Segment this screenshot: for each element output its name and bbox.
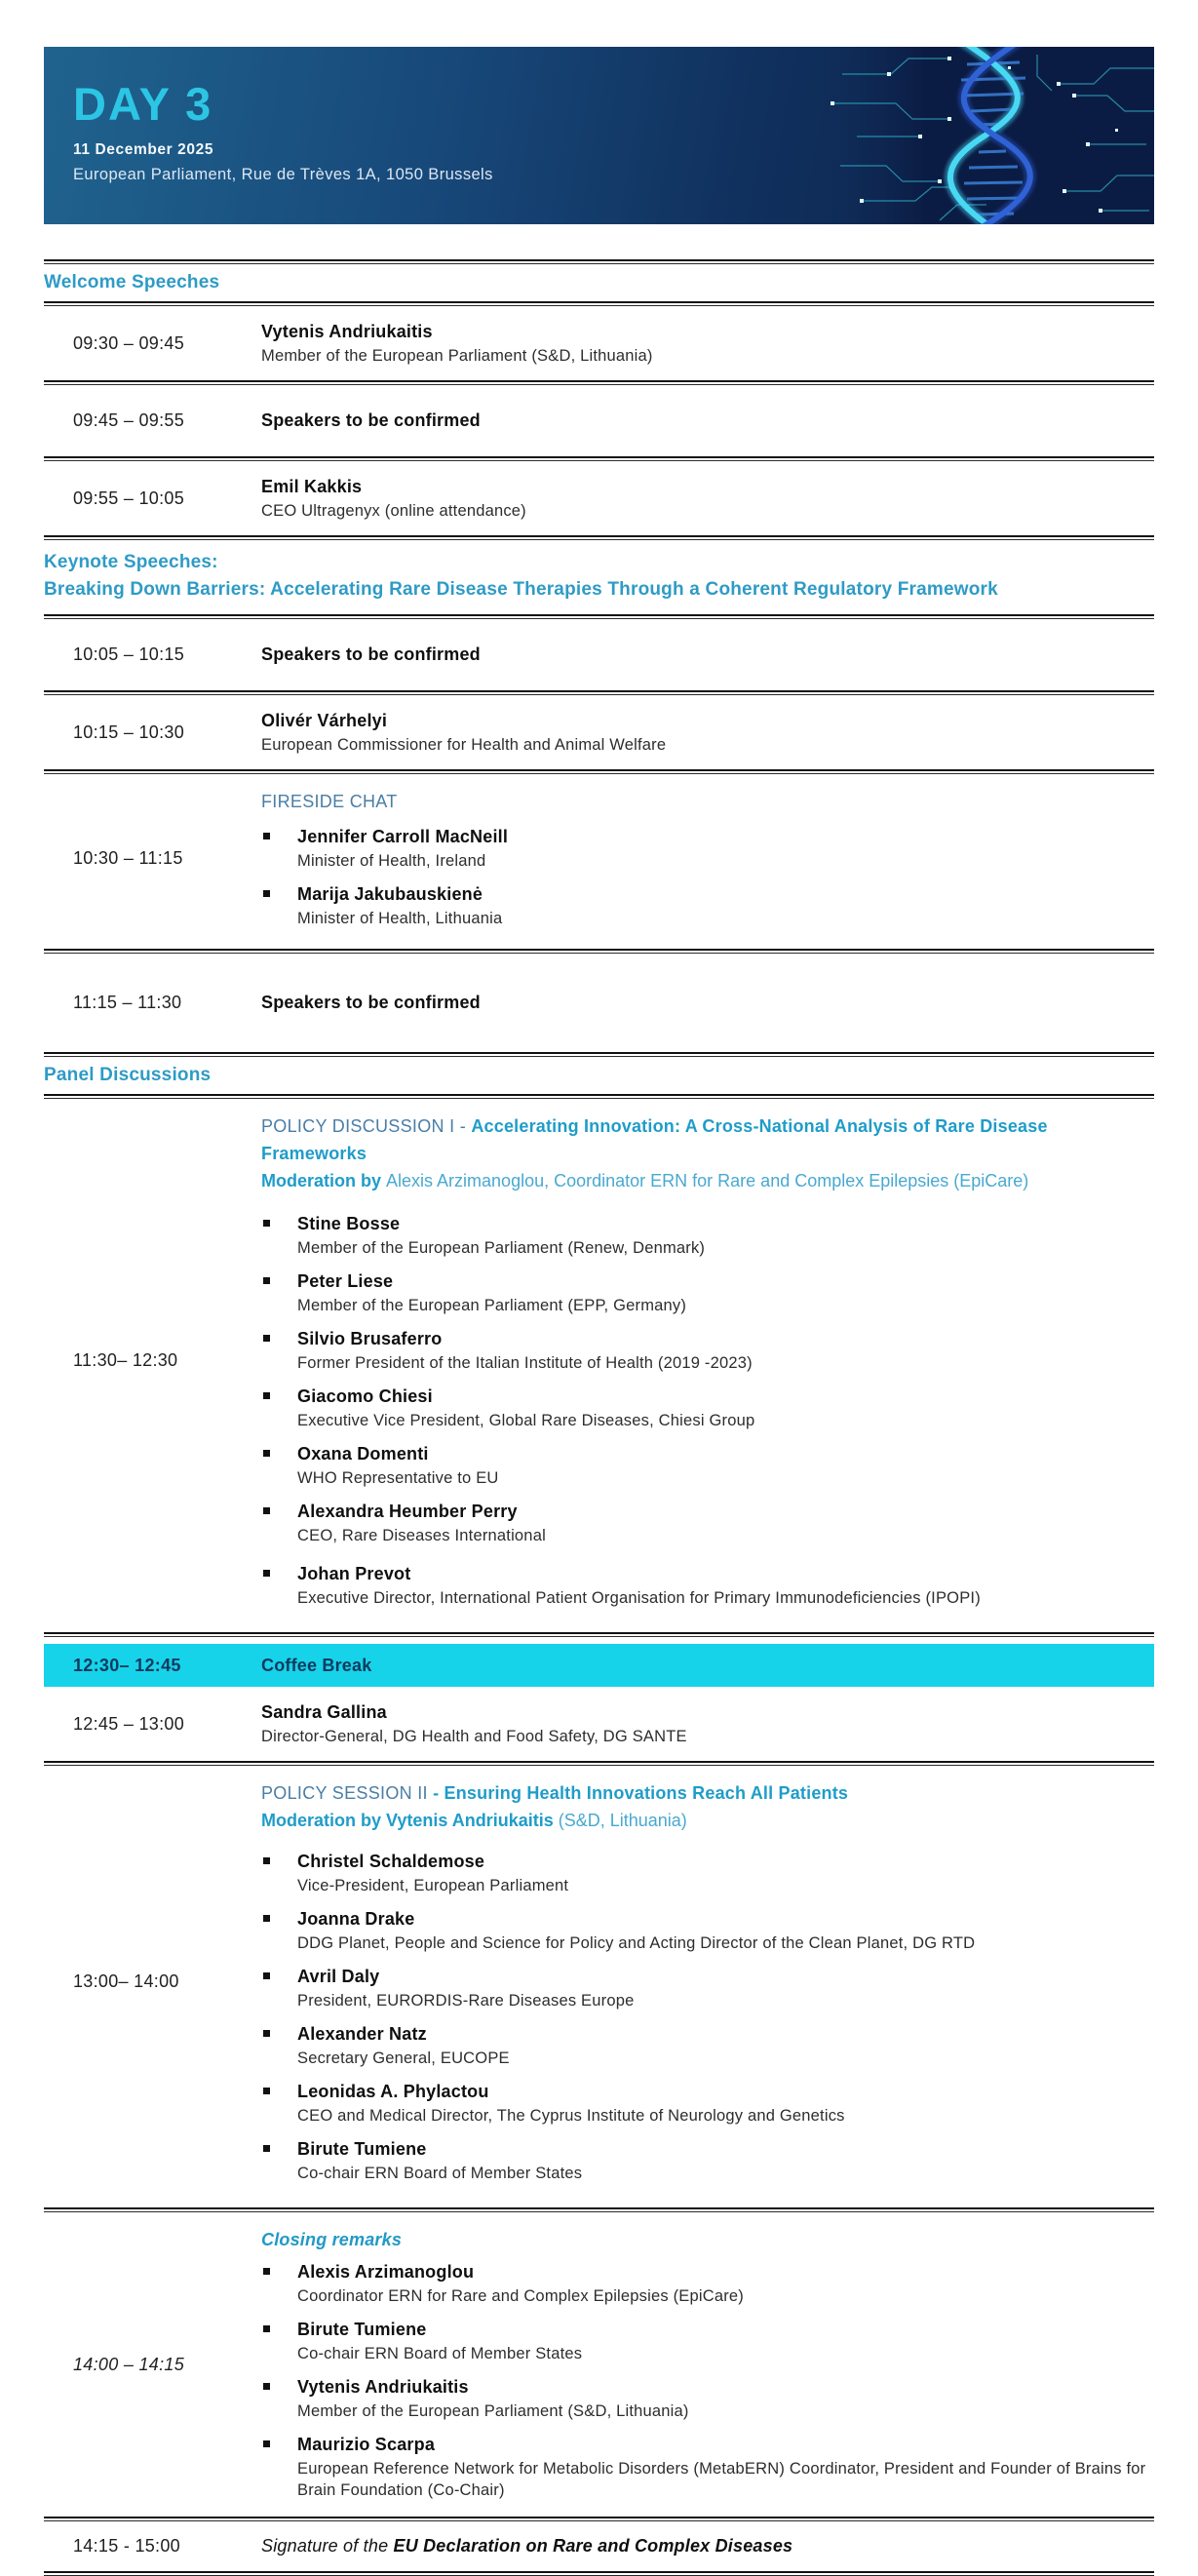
bullet-square-icon	[263, 2440, 270, 2447]
time-cell: 10:15 – 10:30	[73, 722, 185, 742]
speaker-role: CEO and Medical Director, The Cyprus Institute of Neurology and Genetics	[297, 2107, 845, 2125]
agenda-row	[44, 2212, 1154, 2517]
list-item	[261, 1500, 1146, 1546]
time-cell: 11:30– 12:30	[73, 1350, 178, 1370]
time-cell: 12:30– 12:45	[73, 1655, 181, 1675]
speaker-name: Giacomo Chiesi	[297, 1386, 433, 1406]
speaker-role: European Commissioner for Health and Animal Welfare	[261, 736, 667, 754]
speaker-role: Coordinator ERN for Rare and Complex Epilepsies (EpiCare)	[297, 2287, 745, 2305]
speaker-name: Olivér Várhelyi	[261, 711, 388, 730]
speaker-name: Maurizio Scarpa	[297, 2435, 436, 2454]
speaker-name: Alexandra Heumber Perry	[297, 1502, 518, 1521]
time-cell: 11:15 – 11:30	[73, 993, 182, 1012]
speaker-role: Former President of the Italian Institute of Health (2019 -2023)	[297, 1354, 753, 1372]
speaker-role: WHO Representative to EU	[297, 1469, 499, 1487]
agenda-row	[44, 2521, 1154, 2571]
section-header-keynote	[44, 540, 1154, 614]
section-title-line2: Breaking Down Barriers: Accelerating Rare Disease Therapies Through a Coherent Regulatory Framework	[44, 579, 998, 600]
time-cell: 12:45 – 13:00	[73, 1713, 185, 1734]
speaker-role: CEO, Rare Diseases International	[297, 1527, 546, 1544]
speaker-name: Christel Schaldemose	[297, 1852, 485, 1871]
speaker-role: Vice-President, European Parliament	[297, 1877, 569, 1894]
list-item	[261, 2375, 1146, 2422]
list-item	[261, 2433, 1146, 2501]
speaker-name: Leonidas A. Phylactou	[297, 2082, 489, 2101]
speaker-name: Oxana Domenti	[297, 1444, 429, 1464]
speaker-role: Co-chair ERN Board of Member States	[297, 2165, 583, 2182]
speaker-name: Johan Prevot	[297, 1564, 411, 1583]
agenda-row	[44, 306, 1154, 380]
list-item	[261, 1269, 1146, 1316]
bullet-square-icon	[263, 1220, 270, 1227]
speaker-name: Alexis Arzimanoglou	[297, 2262, 475, 2282]
banner-text	[44, 47, 1154, 184]
section-title: Panel Discussions	[44, 1065, 212, 1085]
list-item	[261, 1965, 1146, 2011]
bullet-square-icon	[263, 1570, 270, 1577]
list-item	[261, 2080, 1146, 2127]
panel-moderation-line	[261, 1807, 1146, 1834]
list-item	[261, 2022, 1146, 2069]
speaker-role: Member of the European Parliament (S&D, Lithuania)	[297, 2402, 689, 2420]
time-cell: 09:45 – 09:55	[73, 410, 185, 430]
speaker-role: Minister of Health, Lithuania	[297, 910, 503, 927]
speaker-name: Emil Kakkis	[261, 477, 363, 496]
panel-title: - Ensuring Health Innovations Reach All Patients	[433, 1783, 849, 1803]
list-item	[261, 882, 1146, 929]
speaker-name: Avril Daly	[297, 1967, 380, 1986]
bullet-square-icon	[263, 2030, 270, 2037]
speaker-name: Sandra Gallina	[261, 1702, 387, 1722]
speaker-role: Co-chair ERN Board of Member States	[297, 2345, 583, 2362]
list-item	[261, 1850, 1146, 1896]
speaker-name: Joanna Drake	[297, 1909, 415, 1929]
speaker-role: Executive Vice President, Global Rare Diseases, Chiesi Group	[297, 1412, 755, 1429]
agenda-page	[44, 0, 1154, 2576]
speaker-role: European Reference Network for Metabolic Disorders (MetabERN) Coordinator, President and Founder of Brains for Brain Foundation (Co-Chair)	[297, 2460, 1146, 2499]
speaker-name: Alexander Natz	[297, 2024, 427, 2044]
section-title-line1: Keynote Speeches:	[44, 552, 218, 572]
tbc-label: Speakers to be confirmed	[261, 410, 481, 430]
page-title: DAY 3	[73, 78, 213, 130]
moderation-name: (S&D, Lithuania)	[558, 1811, 687, 1830]
speaker-role: Member of the European Parliament (Renew, Denmark)	[297, 1239, 706, 1257]
speaker-role: Director-General, DG Health and Food Safety, DG SANTE	[261, 1728, 687, 1745]
speaker-role: President, EURORDIS-Rare Diseases Europe	[297, 1992, 635, 2010]
moderation-label: Moderation by	[261, 1171, 387, 1190]
time-cell: 10:05 – 10:15	[73, 644, 185, 664]
list-item	[261, 1442, 1146, 1489]
speaker-name: Marija Jakubauskienė	[297, 884, 483, 904]
speaker-name: Vytenis Andriukaitis	[297, 2377, 469, 2397]
bullet-square-icon	[263, 1857, 270, 1864]
bullet-square-icon	[263, 2325, 270, 2332]
section-header-panels	[44, 1057, 1154, 1094]
list-item	[261, 825, 1146, 872]
list-item	[261, 2260, 1146, 2307]
time-cell: 14:00 – 14:15	[73, 2354, 185, 2374]
panel-title: Accelerating Innovation: A Cross-National Analysis of Rare Disease Frameworks	[261, 1116, 1048, 1163]
speaker-name: Birute Tumiene	[297, 2320, 427, 2339]
speaker-role: Member of the European Parliament (S&D, Lithuania)	[261, 347, 653, 365]
list-item	[261, 1327, 1146, 1374]
agenda-row	[44, 1687, 1154, 1761]
list-item	[261, 2318, 1146, 2364]
speaker-role: Member of the European Parliament (EPP, Germany)	[297, 1297, 687, 1314]
signature-text: Signature of the	[261, 2536, 394, 2556]
banner	[44, 47, 1154, 224]
agenda-row	[44, 774, 1154, 949]
bullet-square-icon	[263, 2383, 270, 2390]
panel-label: POLICY SESSION II	[261, 1783, 434, 1803]
speaker-role: Minister of Health, Ireland	[297, 852, 486, 870]
agenda-table	[44, 259, 1154, 2576]
bullet-square-icon	[263, 1335, 270, 1342]
tbc-label: Speakers to be confirmed	[261, 993, 481, 1012]
speaker-name: Silvio Brusaferro	[297, 1329, 443, 1348]
closing-remarks-heading: Closing remarks	[261, 2230, 403, 2249]
panel-title-line	[261, 1112, 1146, 1167]
time-cell: 14:15 - 15:00	[73, 2536, 180, 2556]
coffee-break-label: Coffee Break	[261, 1655, 372, 1675]
list-item	[261, 1907, 1146, 1954]
section-header-welcome	[44, 264, 1154, 301]
row-divider	[44, 1632, 1154, 1637]
speaker-name: Jennifer Carroll MacNeill	[297, 827, 509, 846]
list-item	[261, 1385, 1146, 1431]
bullet-square-icon	[263, 2145, 270, 2152]
time-cell: 09:55 – 10:05	[73, 488, 185, 508]
bullet-square-icon	[263, 890, 270, 897]
time-cell: 10:30 – 11:15	[73, 848, 183, 868]
bullet-square-icon	[263, 1392, 270, 1399]
bullet-square-icon	[263, 1915, 270, 1922]
moderation-label: Moderation by Vytenis Andriukaitis	[261, 1811, 559, 1830]
event-venue: European Parliament, Rue de Trèves 1A, 1050 Brussels	[73, 166, 493, 184]
speaker-name: Peter Liese	[297, 1271, 394, 1291]
list-item	[261, 1562, 1146, 1609]
moderation-name: Alexis Arzimanoglou, Coordinator ERN for Rare and Complex Epilepsies (EpiCare)	[386, 1171, 1029, 1190]
signature-declaration-title: EU Declaration on Rare and Complex Diseases	[393, 2536, 793, 2556]
bullet-square-icon	[263, 1450, 270, 1457]
panel-title-line	[261, 1779, 1146, 1807]
row-divider	[44, 2571, 1154, 2576]
section-title: Welcome Speeches	[44, 272, 220, 293]
time-cell: 13:00– 14:00	[73, 1971, 179, 1991]
event-date: 11 December 2025	[73, 141, 214, 159]
bullet-square-icon	[263, 1507, 270, 1514]
list-item	[261, 2137, 1146, 2184]
tbc-label: Speakers to be confirmed	[261, 644, 481, 664]
panel-moderation-line	[261, 1167, 1146, 1194]
speaker-name: Birute Tumiene	[297, 2139, 427, 2159]
bullet-square-icon	[263, 2268, 270, 2275]
bullet-square-icon	[263, 1972, 270, 1979]
speaker-role: DDG Planet, People and Science for Policy and Acting Director of the Clean Planet, DG RTD	[297, 1934, 976, 1952]
agenda-row	[44, 461, 1154, 535]
agenda-row	[44, 1766, 1154, 2207]
agenda-row	[44, 954, 1154, 1052]
agenda-row	[44, 695, 1154, 769]
bullet-square-icon	[263, 1277, 270, 1284]
speaker-role: Executive Director, International Patient Organisation for Primary Immunodeficiencies (IPOPI)	[297, 1589, 981, 1607]
agenda-row	[44, 385, 1154, 456]
time-cell: 09:30 – 09:45	[73, 332, 185, 353]
coffee-break-row	[44, 1644, 1154, 1687]
agenda-row	[44, 619, 1154, 690]
speaker-role: Secretary General, EUCOPE	[297, 2049, 510, 2067]
agenda-row	[44, 1099, 1154, 1632]
speaker-name: Vytenis Andriukaitis	[261, 322, 433, 341]
panel-label: POLICY DISCUSSION I -	[261, 1116, 472, 1136]
bullet-square-icon	[263, 2088, 270, 2094]
list-item	[261, 1212, 1146, 1259]
speaker-name: Stine Bosse	[297, 1214, 401, 1233]
fireside-chat-heading: FIRESIDE CHAT	[261, 792, 398, 811]
speaker-role: CEO Ultragenyx (online attendance)	[261, 502, 526, 520]
bullet-square-icon	[263, 833, 270, 839]
